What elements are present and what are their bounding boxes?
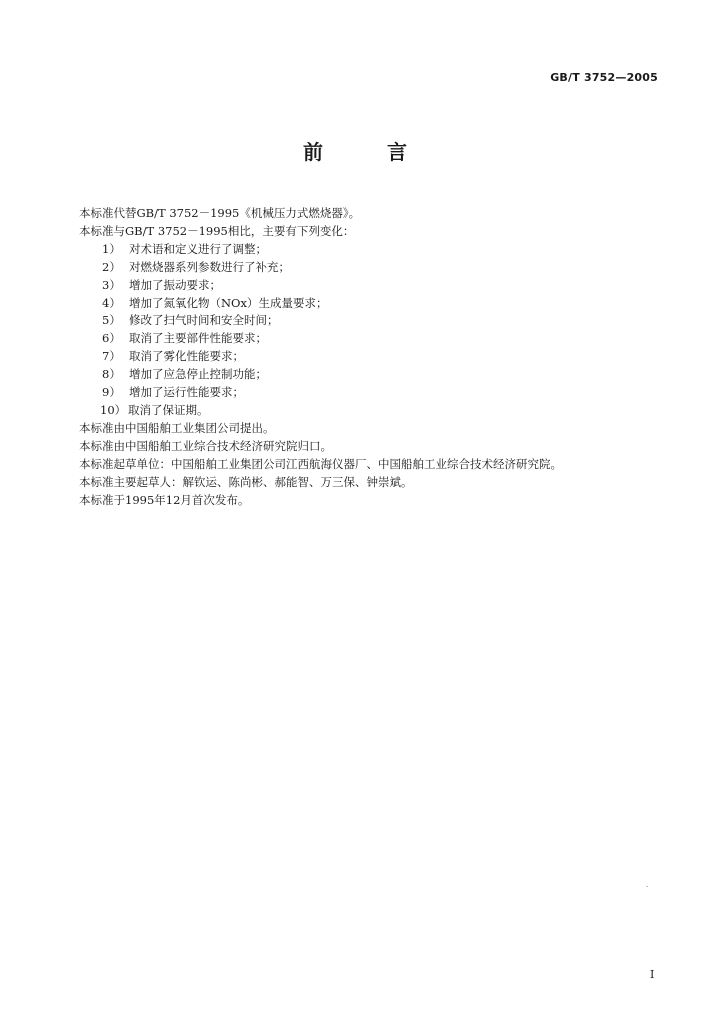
list-item-text: 对燃烧器系列参数进行了补充；: [129, 259, 290, 274]
list-item: [79, 384, 669, 402]
scan-speck: ·: [646, 883, 649, 891]
list-item-text: 增加了振动要求；: [129, 277, 221, 292]
list-item-text: 修改了扫气时间和安全时间；: [129, 313, 279, 328]
list-item: [79, 366, 669, 384]
document-body: [79, 205, 669, 509]
drafters-paragraph: 本标准主要起草人：解钦运、陈尚彬、郝能智、万三保、钟崇斌。: [79, 474, 413, 489]
list-item-text: 取消了主要部件性能要求；: [129, 331, 267, 346]
list-item-number: 3）: [102, 277, 121, 292]
list-item-number: 4）: [102, 295, 121, 310]
replaces-paragraph: 本标准代替GB/T 3752－1995《机械压力式燃烧器》。: [79, 206, 361, 220]
list-item-number: 9）: [102, 385, 121, 400]
compare-paragraph: 本标准与GB/T 3752－1995相比，主要有下列变化：: [79, 223, 355, 238]
list-item-text: 取消了保证期。: [128, 402, 209, 417]
list-item-text: 增加了氮氧化物（NOx）生成量要求；: [129, 295, 328, 310]
managed-by-paragraph: 本标准由中国船舶工业综合技术经济研究院归口。: [79, 438, 332, 453]
list-item-number: 6）: [102, 331, 121, 346]
list-item: [79, 241, 669, 259]
list-item: [79, 330, 669, 348]
list-item-number: 5）: [102, 313, 121, 328]
first-issued-paragraph: 本标准于1995年12月首次发布。: [79, 492, 250, 507]
proposed-by-paragraph: 本标准由中国船舶工业集团公司提出。: [79, 420, 275, 435]
list-item-text: 取消了雾化性能要求；: [129, 349, 244, 364]
list-item: [79, 277, 669, 295]
list-item-number: 8）: [102, 367, 121, 382]
list-item: [79, 402, 669, 420]
drafted-by-paragraph: 本标准起草单位：中国船舶工业集团公司江西航海仪器厂、中国船舶工业综合技术经济研究院。: [79, 456, 562, 471]
list-item-number: 10）: [100, 402, 127, 417]
list-item-number: 2）: [102, 259, 121, 274]
list-item-number: 1）: [102, 241, 121, 256]
list-item-text: 对术语和定义进行了调整；: [129, 241, 267, 256]
list-item: [79, 295, 669, 313]
standard-code: GB/T 3752—2005: [550, 71, 658, 84]
list-item: [79, 259, 669, 277]
page-number: I: [650, 968, 655, 981]
list-item-text: 增加了应急停止控制功能；: [129, 367, 267, 382]
list-item: [79, 348, 669, 366]
list-item-text: 增加了运行性能要求；: [129, 385, 244, 400]
list-item-number: 7）: [102, 349, 121, 364]
list-item: [79, 312, 669, 330]
page-title: 前 言: [303, 140, 429, 164]
